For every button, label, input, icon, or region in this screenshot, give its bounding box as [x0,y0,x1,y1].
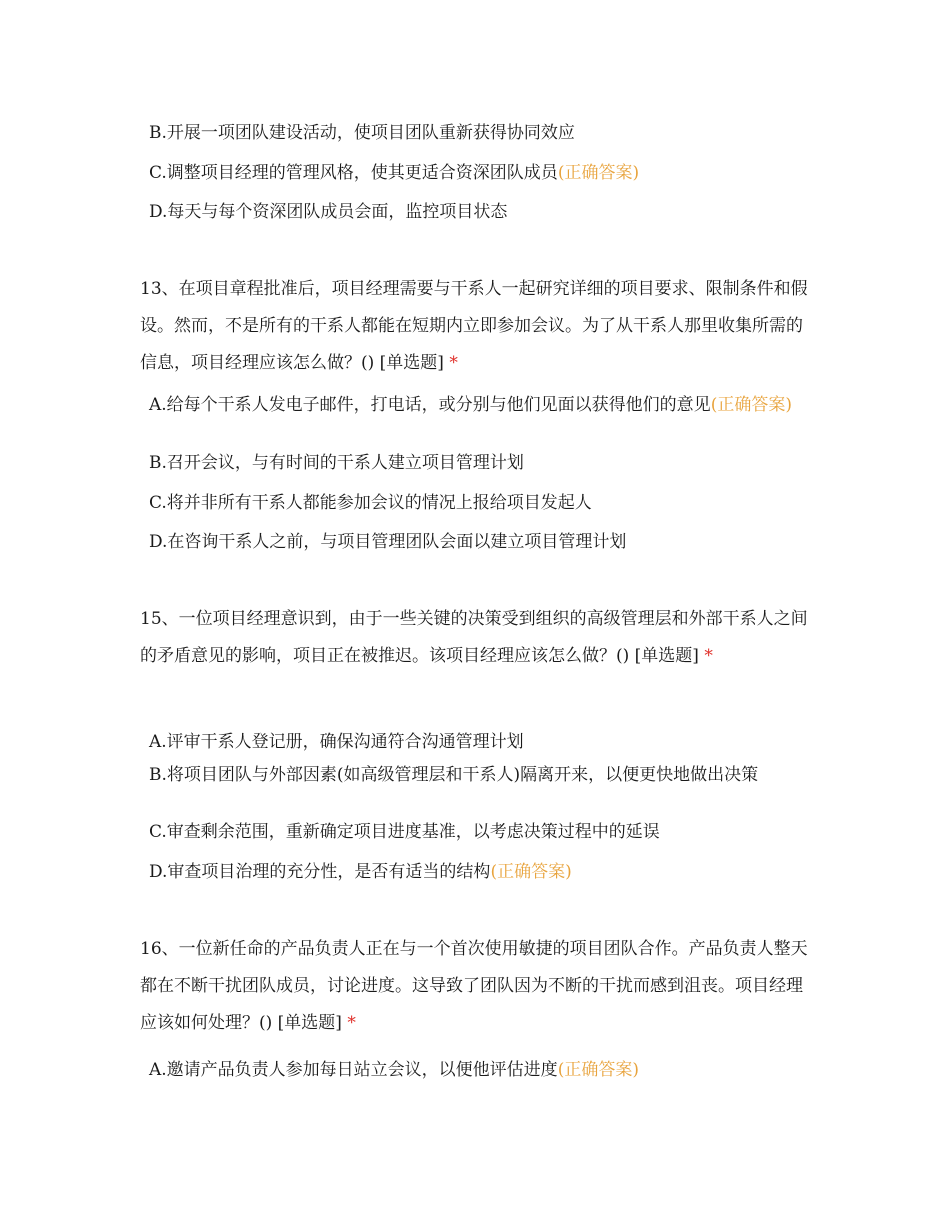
q12-option-b [149,121,799,146]
required-mark: * [704,646,713,666]
q13-option-c [149,491,799,516]
q15-option-d [149,860,799,885]
question-text: 15、一位项目经理意识到，由于一些关键的决策受到组织的高级管理层和外部干系人之间的矛盾意见的影响，项目正在被推迟。该项目经理应该怎么做？() [单选题] [140,609,808,666]
option-text: C.审查剩余范围，重新确定项目进度基准，以考虑决策过程中的延误 [149,822,660,842]
q12-option-d [149,200,799,225]
q15-option-a [149,730,799,755]
option-text: B.开展一项团队建设活动，使项目团队重新获得协同效应 [149,123,575,143]
q13-option-d [149,530,799,555]
option-text: A.给每个干系人发电子邮件，打电话，或分别与他们见面以获得他们的意见 [149,395,711,415]
correct-answer-tag: (正确答案) [557,1060,639,1080]
q15-option-b [149,763,799,788]
q13-option-a [149,393,799,418]
option-text: C.将并非所有干系人都能参加会议的情况上报给项目发起人 [149,493,592,513]
option-text: C.调整项目经理的管理风格，使其更适合资深团队成员 [149,163,558,183]
question-15 [140,601,815,675]
option-text: A.邀请产品负责人参加每日站立会议，以便他评估进度 [149,1060,558,1080]
option-text: B.召开会议，与有时间的干系人建立项目管理计划 [149,453,524,473]
question-text: 16、一位新任命的产品负责人正在与一个首次使用敏捷的项目团队合作。产品负责人整天都在不断干扰团队成员，讨论进度。这导致了团队因为不断的干扰而感到沮丧。项目经理应该如何处理？() [单选题] [140,939,808,1033]
question-text: 13、在项目章程批准后，项目经理需要与干系人一起研究详细的项目要求、限制条件和假设。然而，不是所有的干系人都能在短期内立即参加会议。为了从干系人那里收集所需的信息，项目经理应该怎么做？() [单选题] [140,279,808,373]
required-mark: * [347,1013,356,1033]
option-text: B.将项目团队与外部因素(如高级管理层和干系人)隔离开来，以便更快地做出决策 [149,765,759,785]
correct-answer-tag: (正确答案) [490,862,572,882]
option-text: A.评审干系人登记册，确保沟通符合沟通管理计划 [149,732,524,752]
q15-option-c [149,820,799,845]
question-16 [140,931,815,1042]
required-mark: * [449,353,458,373]
option-text: D.审查项目治理的充分性，是否有适当的结构 [149,862,491,882]
option-text: D.在咨询干系人之前，与项目管理团队会面以建立项目管理计划 [149,532,627,552]
q13-option-b [149,451,799,476]
q16-option-a [149,1058,799,1083]
question-13 [140,271,815,382]
q12-option-c [149,161,799,186]
option-text: D.每天与每个资深团队成员会面，监控项目状态 [149,202,508,222]
correct-answer-tag: (正确答案) [557,163,640,183]
correct-answer-tag: (正确答案) [710,395,792,415]
